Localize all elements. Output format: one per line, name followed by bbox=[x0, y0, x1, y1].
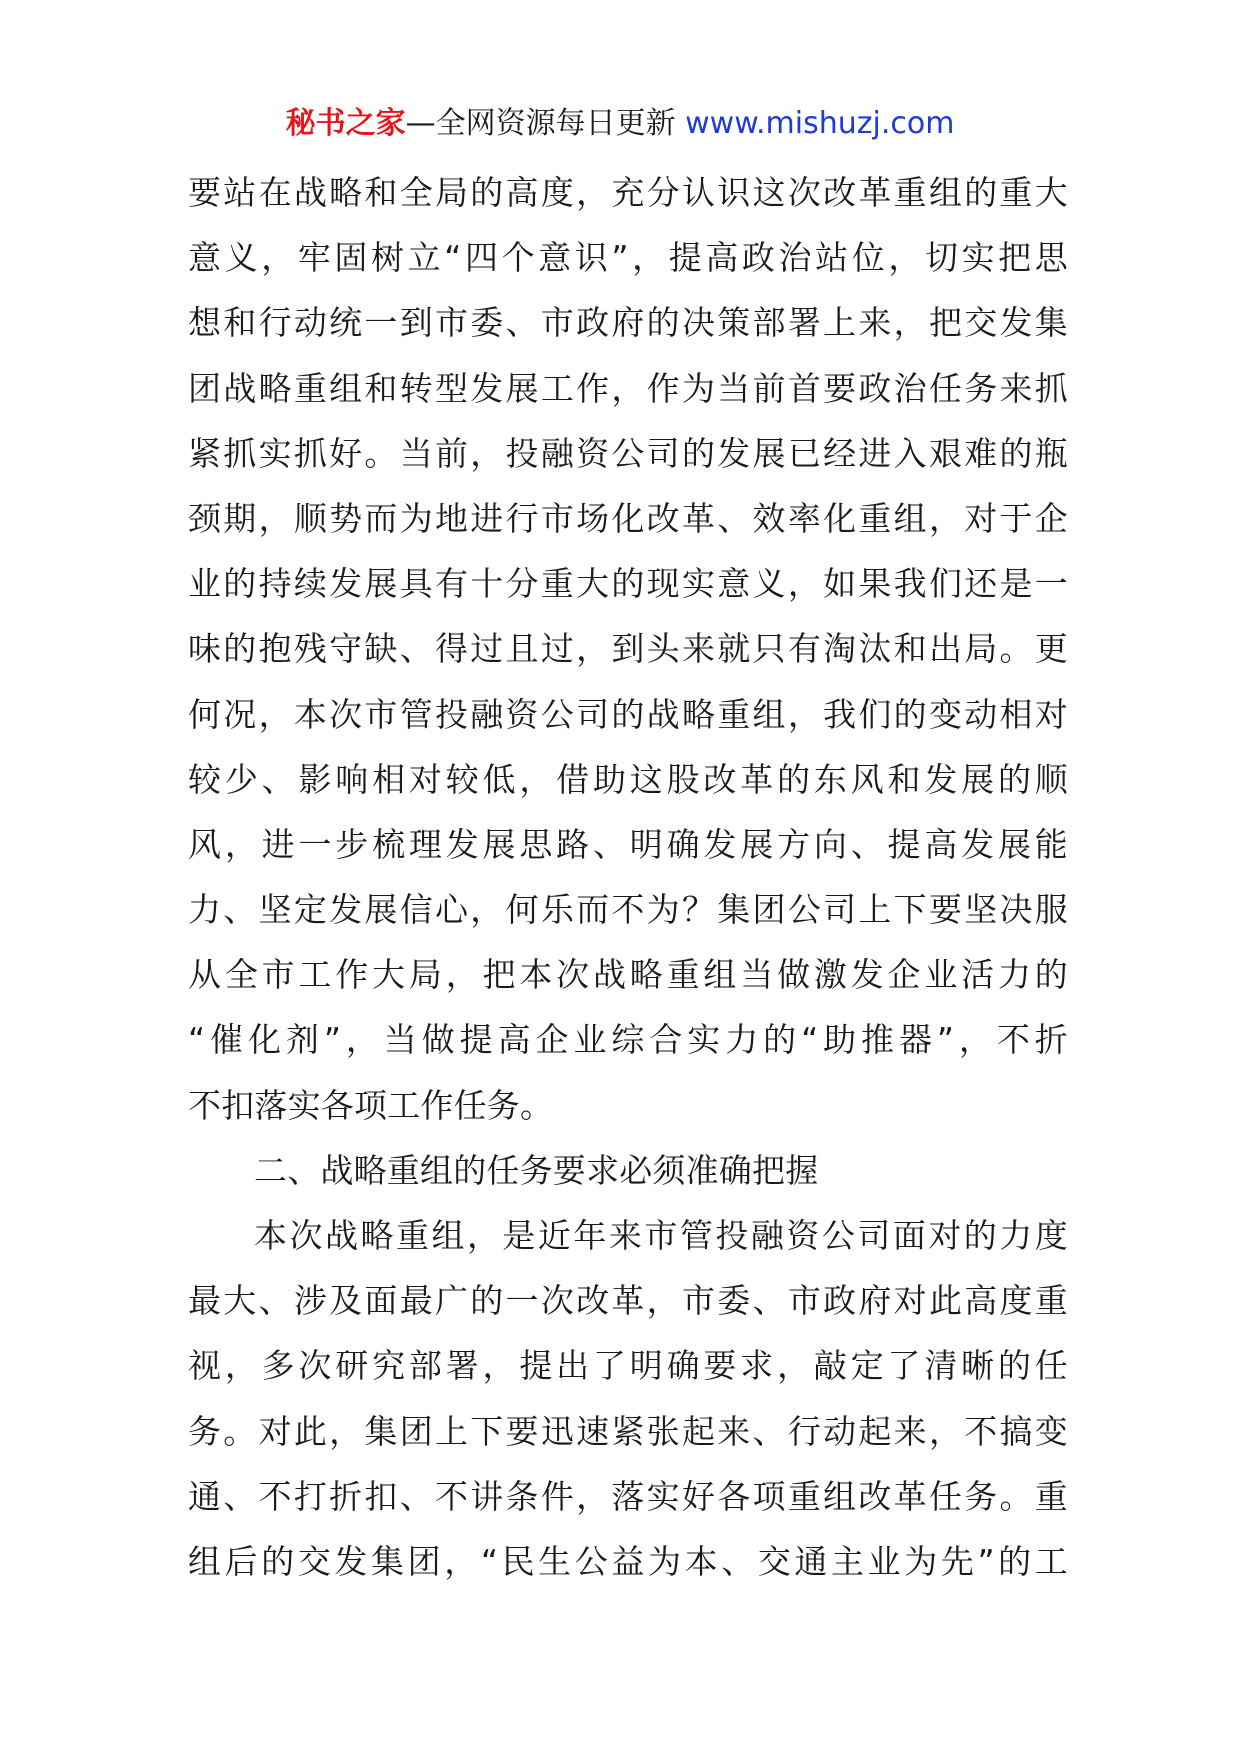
text-line: 紧抓实抓好。当前，投融资公司的发展已经进入艰难的瓶 bbox=[188, 433, 1068, 473]
paragraph-first-line: 本次战略重组，是近年来市管投融资公司面对的力度 bbox=[254, 1216, 1068, 1255]
text-line: 务。对此，集团上下要迅速紧张起来、行动起来，不搞变 bbox=[188, 1411, 1068, 1451]
header-tagline: —全网资源每日更新 bbox=[405, 106, 676, 141]
text-line: 较少、影响相对较低，借助这股改革的东风和发展的顺 bbox=[188, 759, 1068, 799]
text-line: “催化剂”，当做提高企业综合实力的“助推器”，不折 bbox=[188, 1020, 1068, 1060]
text-line: 视，多次研究部署，提出了明确要求，敲定了清晰的任 bbox=[188, 1346, 1068, 1386]
text-line: 力、坚定发展信心，何乐而不为？集团公司上下要坚决服 bbox=[188, 890, 1068, 930]
text-line: 通、不打折扣、不讲条件，落实好各项重组改革任务。重 bbox=[188, 1476, 1068, 1516]
text-line: 团战略重组和转型发展工作，作为当前首要政治任务来抓 bbox=[188, 368, 1068, 408]
text-line: 最大、涉及面最广的一次改革，市委、市政府对此高度重 bbox=[188, 1281, 1068, 1321]
text-line: 风，进一步梳理发展思路、明确发展方向、提高发展能 bbox=[188, 824, 1068, 864]
document-body bbox=[188, 160, 1068, 1594]
text-line: 何况，本次市管投融资公司的战略重组，我们的变动相对 bbox=[188, 694, 1068, 734]
paragraph-end-line: 不扣落实各项工作任务。 bbox=[188, 1085, 554, 1125]
text-line: 颈期，顺势而为地进行市场化改革、效率化重组，对于企 bbox=[188, 498, 1068, 538]
text-line: 从全市工作大局，把本次战略重组当做激发企业活力的 bbox=[188, 955, 1068, 995]
section-heading: 二、战略重组的任务要求必须准确把握 bbox=[254, 1150, 819, 1190]
text-line: 业的持续发展具有十分重大的现实意义，如果我们还是一 bbox=[188, 564, 1068, 604]
text-line: 组后的交发集团，“民生公益为本、交通主业为先”的工 bbox=[188, 1541, 1068, 1581]
site-url-link[interactable]: www.mishuzj.com bbox=[685, 106, 955, 141]
text-line: 意义，牢固树立“四个意识”，提高政治站位，切实把思 bbox=[188, 238, 1068, 278]
text-line: 想和行动统一到市委、市政府的决策部署上来，把交发集 bbox=[188, 303, 1068, 343]
text-line: 味的抱残守缺、得过且过，到头来就只有淘汰和出局。更 bbox=[188, 629, 1068, 669]
brand-name: 秘书之家 bbox=[285, 106, 406, 141]
text-line: 要站在战略和全局的高度，充分认识这次改革重组的重大 bbox=[188, 173, 1068, 212]
site-header bbox=[0, 100, 1240, 148]
